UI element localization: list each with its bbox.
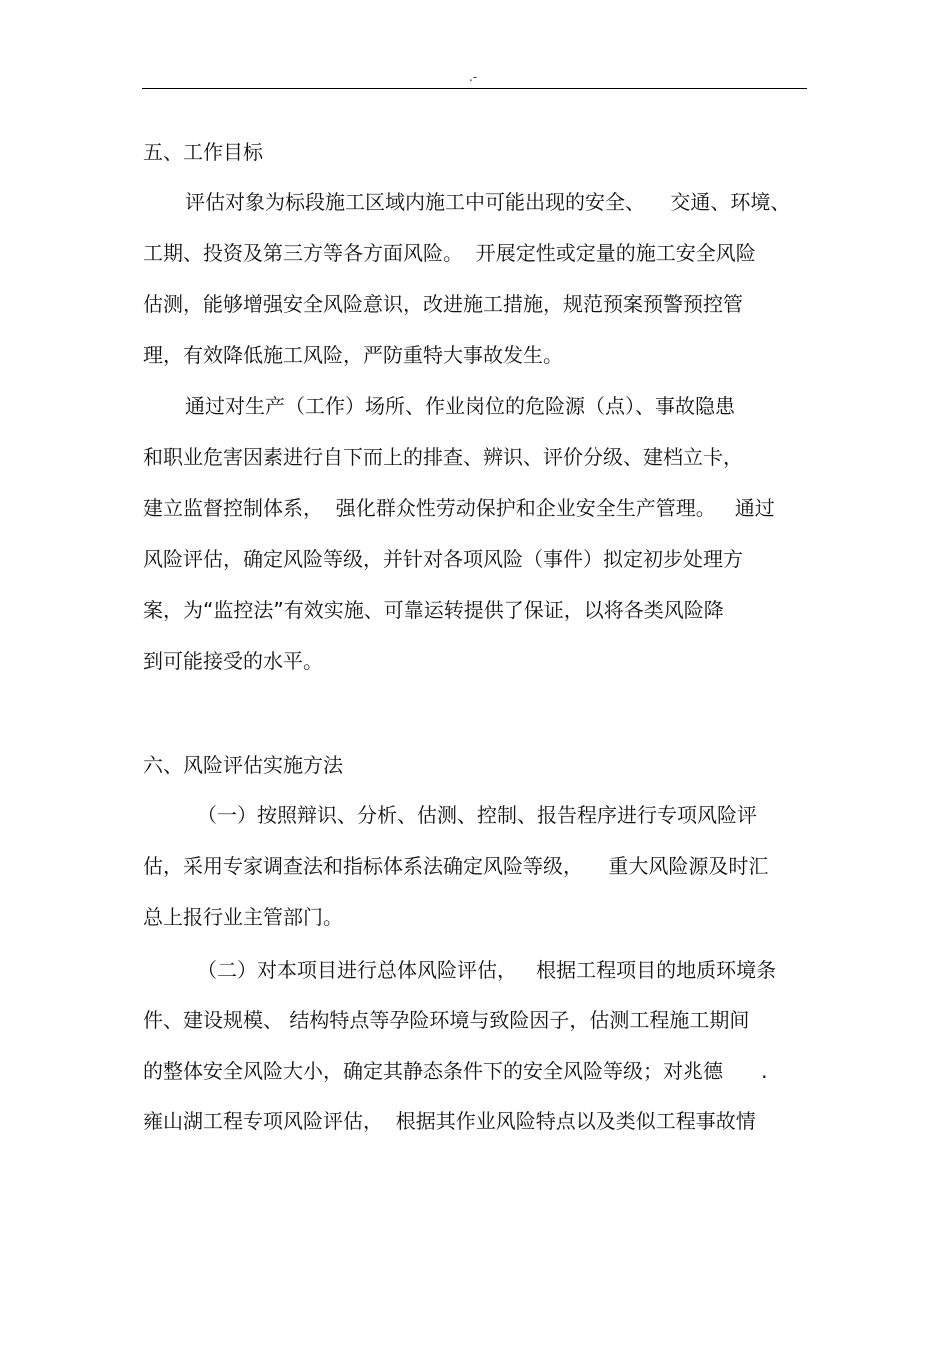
paragraph-line: （二）对本项目进行总体风险评估， 根据工程项目的地质环境条 bbox=[197, 958, 777, 982]
paragraph-line: （一）按照辩识、分析、估测、控制、报告程序进行专项风险评 bbox=[197, 803, 757, 827]
paragraph-line: 件、建设规模、 结构特点等孕险环境与致险因子，估测工程施工期间 bbox=[143, 1008, 750, 1032]
paragraph-line: 风险评估，确定风险等级，并针对各项风险（事件）拟定初步处理方 bbox=[143, 547, 743, 571]
section-5-heading: 五、工作目标 bbox=[143, 140, 263, 164]
paragraph-line: 估测，能够增强安全风险意识，改进施工措施，规范预案预警预控管 bbox=[143, 292, 743, 316]
paragraph-line: 和职业危害因素进行自下而上的排查、辨识、评价分级、建档立卡， bbox=[143, 445, 743, 469]
header-rule bbox=[142, 88, 807, 89]
paragraph-line: 估，采用专家调查法和指标体系法确定风险等级， 重大风险源及时汇 bbox=[143, 854, 769, 878]
paragraph-line: 案，为“监控法”有效实施、可靠运转提供了保证，以将各类风险降 bbox=[143, 598, 724, 622]
paragraph-line: 理，有效降低施工风险，严防重特大事故发生。 bbox=[143, 343, 563, 367]
section-6-heading: 六、风险评估实施方法 bbox=[143, 753, 343, 777]
paragraph-line: 总上报行业主管部门。 bbox=[143, 905, 343, 929]
paragraph-line: 雍山湖工程专项风险评估， 根据其作业风险特点以及类似工程事故情 bbox=[143, 1109, 756, 1133]
paragraph-line: 工期、投资及第三方等各方面风险。 开展定性或定量的施工安全风险 bbox=[143, 241, 756, 265]
paragraph-line: 建立监督控制体系， 强化群众性劳动保护和企业安全生产管理。 通过 bbox=[143, 496, 775, 520]
paragraph-line: 通过对生产（工作）场所、作业岗位的危险源（点）、事故隐患 bbox=[185, 394, 735, 418]
paragraph-line: 到可能接受的水平。 bbox=[143, 649, 323, 673]
header-mark: .- bbox=[469, 70, 478, 84]
paragraph-line: 评估对象为标段施工区域内施工中可能出现的安全、 交通、环境、 bbox=[185, 190, 791, 214]
paragraph-line: 的整体安全风险大小，确定其静态条件下的安全风险等级；对兆德 . bbox=[143, 1059, 768, 1083]
